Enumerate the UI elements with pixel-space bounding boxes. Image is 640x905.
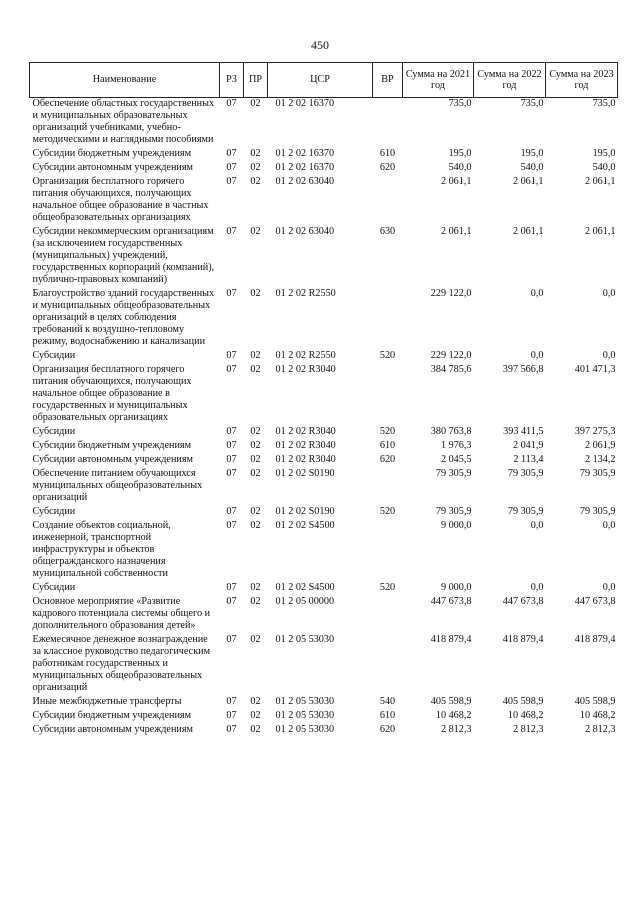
cell-rz: 07: [226, 582, 237, 593]
cell-sum-2022: 735,0: [520, 98, 544, 109]
cell-csr: 01 2 02 63040: [275, 226, 335, 237]
cell-sum-2023: 79 305,9: [579, 506, 616, 517]
header-sum-2022: Сумма на 2022 год: [474, 63, 546, 98]
table-row: [30, 520, 618, 582]
cell-rz: 07: [226, 506, 237, 517]
cell-vr: 520: [379, 426, 396, 437]
cell-sum-2022: 2 061,1: [512, 176, 544, 187]
cell-name: Создание объектов социальной, инженерной, транспортной инфраструктуры и объектов общегражданского назначения муниципальной собственности: [32, 520, 171, 579]
cell-name: Субсидии: [32, 426, 76, 437]
cell-csr: 01 2 02 S4500: [275, 582, 335, 593]
header-name: Наименование: [30, 63, 220, 98]
cell-pr: 02: [250, 426, 261, 437]
cell-sum-2021: 1 976,3: [440, 440, 472, 451]
cell-sum-2022: 447 673,8: [502, 596, 544, 607]
cell-sum-2021: 380 763,8: [430, 426, 472, 437]
cell-sum-2022: 0,0: [530, 350, 544, 361]
page-number: 450: [311, 38, 329, 52]
cell-sum-2021: 418 879,4: [430, 634, 472, 645]
cell-sum-2023: 2 061,9: [584, 440, 616, 451]
header-csr: ЦСР: [268, 63, 373, 98]
cell-csr: 01 2 02 R2550: [275, 350, 336, 361]
table-row: [30, 364, 618, 426]
cell-csr: 01 2 02 16370: [275, 162, 335, 173]
cell-rz: 07: [226, 162, 237, 173]
cell-sum-2021: 405 598,9: [430, 696, 472, 707]
cell-sum-2022: 0,0: [530, 520, 544, 531]
cell-vr: 630: [379, 226, 396, 237]
table-row: [30, 350, 618, 364]
cell-sum-2021: 79 305,9: [435, 468, 472, 479]
cell-sum-2023: 195,0: [592, 148, 616, 159]
cell-name: Субсидии автономным учреждениям: [32, 724, 193, 735]
cell-pr: 02: [250, 710, 261, 721]
cell-sum-2023: 735,0: [592, 98, 616, 109]
cell-vr: [373, 364, 403, 426]
cell-pr: 02: [250, 162, 261, 173]
cell-sum-2021: 735,0: [448, 98, 472, 109]
cell-sum-2021: 2 045,5: [440, 454, 472, 465]
cell-sum-2022: 397 566,8: [502, 364, 544, 375]
cell-sum-2022: 195,0: [520, 148, 544, 159]
cell-rz: 07: [226, 520, 237, 531]
cell-rz: 07: [226, 364, 237, 375]
cell-rz: 07: [226, 98, 237, 109]
cell-csr: 01 2 05 53030: [275, 634, 335, 645]
cell-sum-2023: 397 275,3: [574, 426, 616, 437]
cell-vr: 520: [379, 350, 396, 361]
cell-rz: 07: [226, 454, 237, 465]
cell-sum-2021: 2 061,1: [440, 176, 472, 187]
cell-sum-2021: 229 122,0: [430, 350, 472, 361]
cell-sum-2022: 2 812,3: [512, 724, 544, 735]
cell-pr: 02: [250, 634, 261, 645]
cell-pr: 02: [250, 148, 261, 159]
cell-sum-2022: 10 468,2: [507, 710, 544, 721]
cell-sum-2021: 195,0: [448, 148, 472, 159]
cell-name: Благоустройство зданий государственных и муниципальных общеобразовательных организаций в целях соблюдения требований к воздушно-тепловому режиму, водоснабжению и канализации: [32, 288, 215, 347]
cell-name: Ежемесячное денежное вознаграждение за классное руководство педагогическим работникам государственных и муниципальных общеобразовательных организаций: [32, 634, 211, 693]
table-row: [30, 148, 618, 162]
cell-rz: 07: [226, 696, 237, 707]
cell-sum-2023: 2 061,1: [584, 226, 616, 237]
header-pr: ПР: [244, 63, 268, 98]
table-row: [30, 582, 618, 596]
cell-rz: 07: [226, 288, 237, 299]
cell-sum-2021: 9 000,0: [440, 520, 472, 531]
cell-csr: 01 2 02 63040: [275, 176, 335, 187]
table-row: [30, 226, 618, 288]
cell-sum-2023: 2 812,3: [584, 724, 616, 735]
cell-vr: [373, 468, 403, 506]
cell-pr: 02: [250, 98, 261, 109]
cell-name: Субсидии бюджетным учреждениям: [32, 710, 192, 721]
cell-sum-2022: 0,0: [530, 582, 544, 593]
cell-sum-2021: 447 673,8: [430, 596, 472, 607]
header-rz: РЗ: [220, 63, 244, 98]
cell-name: Субсидии: [32, 582, 76, 593]
cell-pr: 02: [250, 520, 261, 531]
cell-pr: 02: [250, 724, 261, 735]
cell-rz: 07: [226, 148, 237, 159]
cell-pr: 02: [250, 226, 261, 237]
cell-rz: 07: [226, 426, 237, 437]
cell-sum-2023: 79 305,9: [579, 468, 616, 479]
cell-rz: 07: [226, 226, 237, 237]
table-row: [30, 724, 618, 738]
budget-table: [29, 62, 618, 738]
header-sum-2023: Сумма на 2023 год: [546, 63, 618, 98]
cell-rz: 07: [226, 350, 237, 361]
cell-rz: 07: [226, 710, 237, 721]
cell-sum-2023: 10 468,2: [579, 710, 616, 721]
cell-vr: [373, 596, 403, 634]
table-row: [30, 506, 618, 520]
cell-sum-2021: 384 785,6: [430, 364, 472, 375]
cell-name: Обеспечение областных государственных и муниципальных образовательных организаций учебниками, учебно-методическими и наглядными пособиями: [32, 98, 215, 145]
cell-name: Субсидии бюджетным учреждениям: [32, 148, 192, 159]
cell-name: Субсидии: [32, 506, 76, 517]
cell-vr: 610: [379, 148, 396, 159]
cell-csr: 01 2 02 S4500: [275, 520, 335, 531]
cell-vr: [373, 176, 403, 226]
cell-sum-2023: 447 673,8: [574, 596, 616, 607]
cell-sum-2023: 405 598,9: [574, 696, 616, 707]
cell-csr: 01 2 02 R3040: [275, 364, 336, 375]
cell-sum-2021: 2 812,3: [440, 724, 472, 735]
table-row: [30, 162, 618, 176]
cell-csr: 01 2 02 16370: [275, 148, 335, 159]
table-row: [30, 468, 618, 506]
cell-name: Обеспечение питанием обучающихся муниципальных общеобразовательных организаций: [32, 468, 203, 503]
cell-vr: 520: [379, 506, 396, 517]
table-row: [30, 426, 618, 440]
cell-csr: 01 2 02 R3040: [275, 426, 336, 437]
cell-sum-2021: 229 122,0: [430, 288, 472, 299]
cell-sum-2022: 79 305,9: [507, 506, 544, 517]
table-row: [30, 596, 618, 634]
cell-sum-2022: 405 598,9: [502, 696, 544, 707]
cell-pr: 02: [250, 454, 261, 465]
cell-vr: 620: [379, 724, 396, 735]
table-row: [30, 634, 618, 696]
cell-csr: 01 2 05 00000: [275, 596, 335, 607]
cell-sum-2023: 0,0: [602, 582, 616, 593]
table-body: [30, 98, 618, 739]
cell-name: Субсидии бюджетным учреждениям: [32, 440, 192, 451]
cell-sum-2023: 2 061,1: [584, 176, 616, 187]
cell-csr: 01 2 05 53030: [275, 710, 335, 721]
cell-vr: [373, 288, 403, 350]
table-row: [30, 98, 618, 149]
cell-sum-2023: 0,0: [602, 350, 616, 361]
cell-vr: 520: [379, 582, 396, 593]
cell-sum-2023: 540,0: [592, 162, 616, 173]
cell-csr: 01 2 02 R3040: [275, 440, 336, 451]
cell-pr: 02: [250, 506, 261, 517]
cell-sum-2022: 0,0: [530, 288, 544, 299]
table-header: [30, 63, 618, 98]
cell-sum-2023: 2 134,2: [584, 454, 616, 465]
cell-sum-2022: 79 305,9: [507, 468, 544, 479]
cell-name: Организация бесплатного горячего питания обучающихся, получающих начальное общее образование в частных общеобразовательных организациях: [32, 176, 209, 223]
cell-pr: 02: [250, 468, 261, 479]
cell-pr: 02: [250, 440, 261, 451]
cell-sum-2023: 0,0: [602, 520, 616, 531]
table-row: [30, 696, 618, 710]
header-sum-2021: Сумма на 2021 год: [403, 63, 474, 98]
table-row: [30, 454, 618, 468]
cell-csr: 01 2 02 R3040: [275, 454, 336, 465]
cell-vr: 620: [379, 454, 396, 465]
cell-sum-2021: 10 468,2: [435, 710, 472, 721]
cell-csr: 01 2 05 53030: [275, 724, 335, 735]
cell-sum-2021: 79 305,9: [435, 506, 472, 517]
cell-sum-2021: 9 000,0: [440, 582, 472, 593]
cell-vr: 620: [379, 162, 396, 173]
cell-sum-2022: 418 879,4: [502, 634, 544, 645]
cell-rz: 07: [226, 440, 237, 451]
cell-name: Субсидии автономным учреждениям: [32, 454, 193, 465]
cell-sum-2023: 418 879,4: [574, 634, 616, 645]
cell-sum-2023: 401 471,3: [574, 364, 616, 375]
cell-sum-2022: 540,0: [520, 162, 544, 173]
cell-csr: 01 2 02 16370: [275, 98, 335, 109]
cell-name: Организация бесплатного горячего питания обучающихся, получающих начальное общее образование в государственных и муниципальных образовательных организациях: [32, 364, 192, 423]
cell-sum-2022: 2 041,9: [512, 440, 544, 451]
cell-vr: [373, 520, 403, 582]
cell-pr: 02: [250, 288, 261, 299]
cell-rz: 07: [226, 724, 237, 735]
cell-name: Субсидии некоммерческим организациям (за исключением государственных (муниципальных) учреждений, государственных корпораций (компаний), публично-правовых компаний): [32, 226, 215, 285]
table-row: [30, 440, 618, 454]
cell-vr: 610: [379, 440, 396, 451]
cell-name: Основное мероприятие «Развитие кадрового потенциала системы общего и дополнительного образования детей»: [32, 596, 211, 631]
cell-rz: 07: [226, 634, 237, 645]
cell-pr: 02: [250, 364, 261, 375]
cell-csr: 01 2 05 53030: [275, 696, 335, 707]
cell-name: Субсидии автономным учреждениям: [32, 162, 193, 173]
table-row: [30, 176, 618, 226]
cell-pr: 02: [250, 582, 261, 593]
cell-rz: 07: [226, 596, 237, 607]
cell-vr: 540: [379, 696, 396, 707]
cell-vr: [373, 634, 403, 696]
cell-pr: 02: [250, 696, 261, 707]
cell-csr: 01 2 02 R2550: [275, 288, 336, 299]
cell-sum-2021: 2 061,1: [440, 226, 472, 237]
cell-sum-2022: 2 061,1: [512, 226, 544, 237]
cell-sum-2022: 393 411,5: [503, 426, 544, 437]
header-vr: ВР: [373, 63, 403, 98]
table-row: [30, 710, 618, 724]
cell-sum-2023: 0,0: [602, 288, 616, 299]
cell-vr: [373, 98, 403, 149]
cell-rz: 07: [226, 176, 237, 187]
cell-csr: 01 2 02 S0190: [275, 506, 335, 517]
cell-vr: 610: [379, 710, 396, 721]
cell-pr: 02: [250, 350, 261, 361]
cell-sum-2022: 2 113,4: [513, 454, 544, 465]
cell-pr: 02: [250, 596, 261, 607]
cell-name: Иные межбюджетные трансферты: [32, 696, 182, 707]
cell-csr: 01 2 02 S0190: [275, 468, 335, 479]
cell-pr: 02: [250, 176, 261, 187]
table-row: [30, 288, 618, 350]
cell-rz: 07: [226, 468, 237, 479]
cell-name: Субсидии: [32, 350, 76, 361]
cell-sum-2021: 540,0: [448, 162, 472, 173]
